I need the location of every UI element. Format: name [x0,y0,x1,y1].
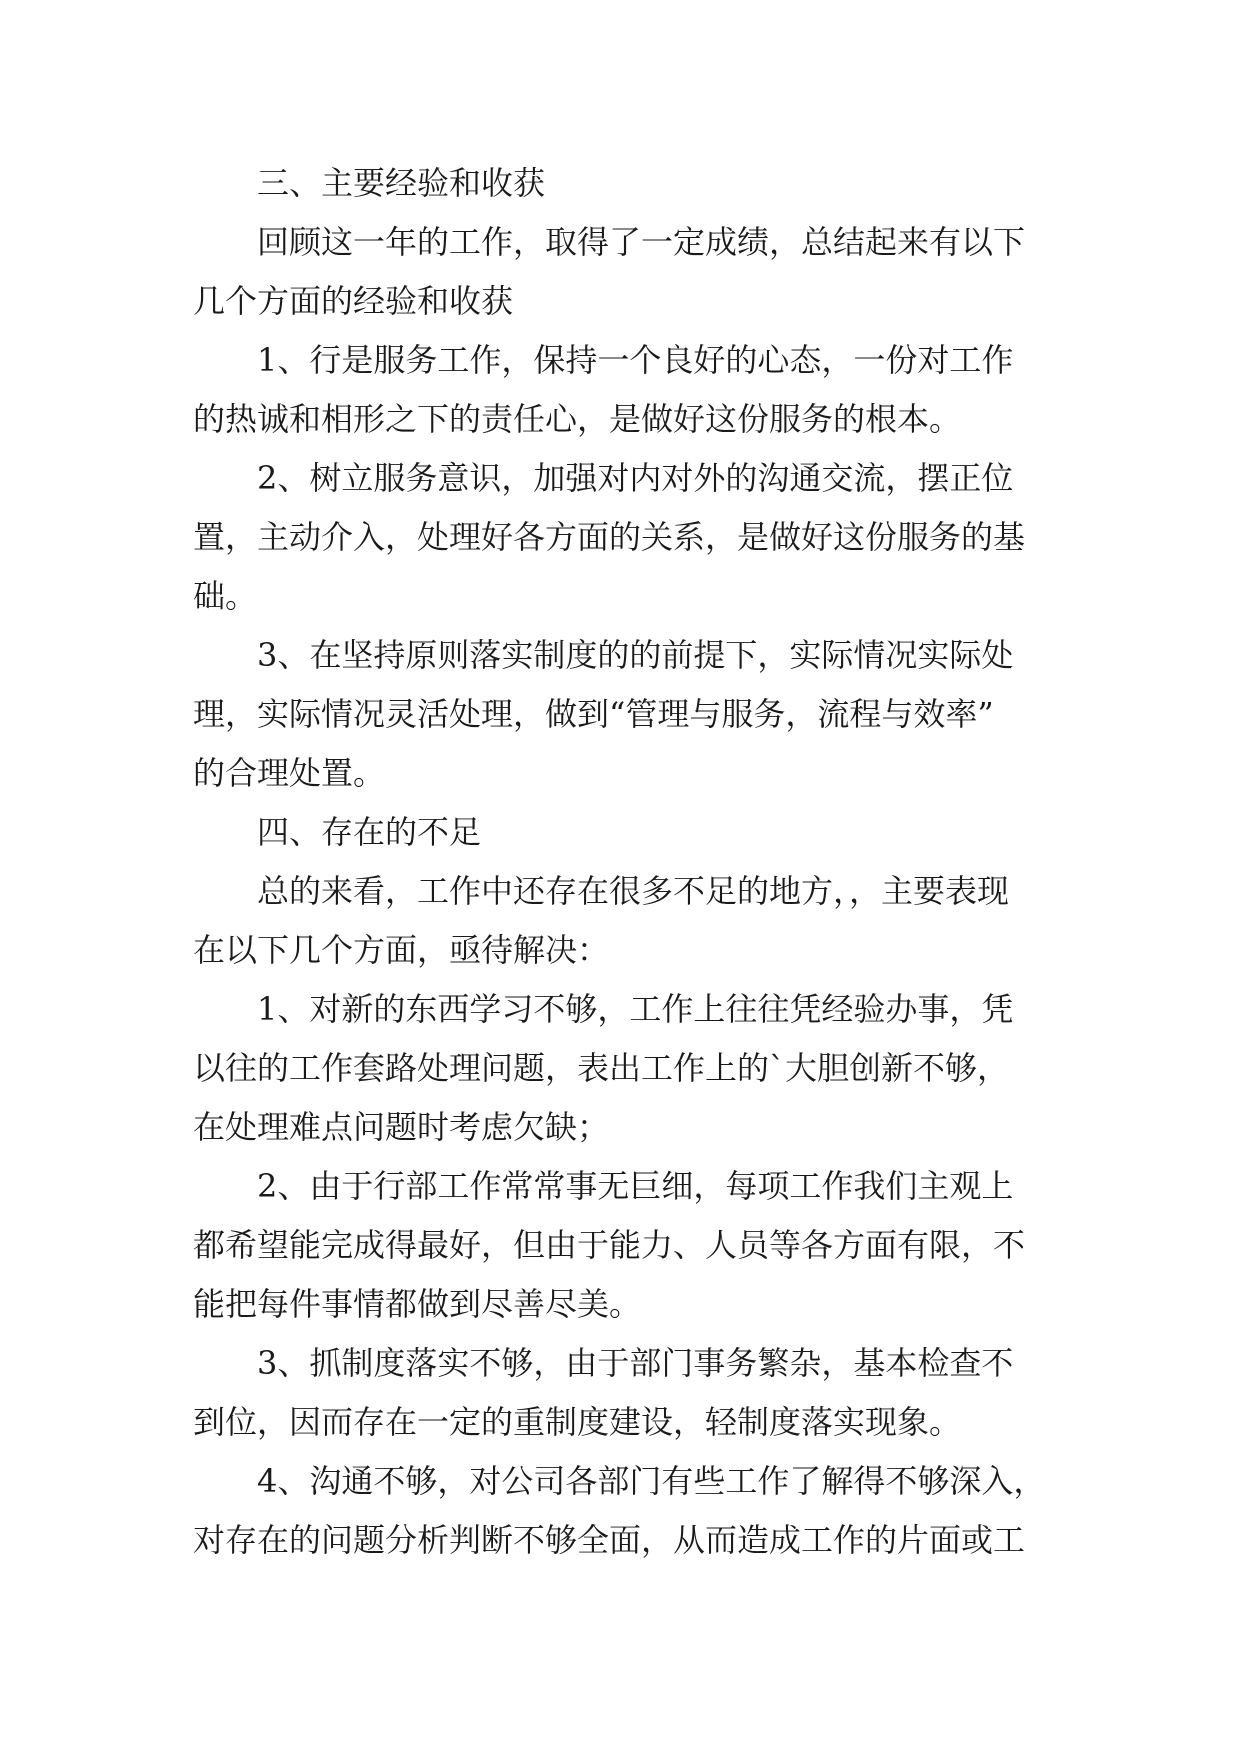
list-item-line: 能把每件事情都做到尽善尽美。 [193,1285,642,1323]
list-item-line: 对存在的问题分析判断不够全面，从而造成工作的片面或工 [193,1521,1026,1559]
list-item-line: 础。 [193,577,258,615]
section-heading-3: 三、主要经验和收获 [257,164,546,202]
list-item-line: 都希望能完成得最好，但由于能力、人员等各方面有限，不 [193,1226,1026,1264]
paragraph-line: 在以下几个方面，亟待解决： [193,931,610,969]
paragraph-line: 几个方面的经验和收获 [193,282,514,320]
list-item-line: 1、行是服务工作，保持一个良好的心态，一份对工作 [257,341,1014,379]
list-item-line: 在处理难点问题时考虑欠缺； [193,1108,610,1146]
list-item-line: 的热诚和相形之下的责任心，是做好这份服务的根本。 [193,400,962,438]
list-item-line: 3、在坚持原则落实制度的的前提下，实际情况实际处 [257,636,1014,674]
list-item-line: 2、由于行部工作常常事无巨细，每项工作我们主观上 [257,1167,1014,1205]
list-item-line: 置，主动介入，处理好各方面的关系，是做好这份服务的基 [193,518,1026,556]
section-heading-4: 四、存在的不足 [257,813,482,851]
list-item-line: 1、对新的东西学习不够，工作上往往凭经验办事，凭 [257,990,1014,1028]
list-item-line: 2、树立服务意识，加强对内对外的沟通交流，摆正位 [257,459,1014,497]
list-item-line: 的合理处置。 [193,754,386,792]
list-item-line: 到位，因而存在一定的重制度建设，轻制度落实现象。 [193,1403,962,1441]
list-item-line: 3、抓制度落实不够，由于部门事务繁杂，基本检查不 [257,1344,1014,1382]
paragraph-line: 回顾这一年的工作，取得了一定成绩，总结起来有以下 [257,223,1026,261]
list-item-line: 4、沟通不够，对公司各部门有些工作了解得不够深入， [257,1462,1046,1500]
list-item-line: 理，实际情况灵活处理，做到“管理与服务，流程与效率” [193,695,994,733]
list-item-line: 以往的工作套路处理问题，表出工作上的`大胆创新不够， [193,1049,1010,1087]
paragraph-line: 总的来看，工作中还存在很多不足的地方，，主要表现 [257,872,1010,910]
